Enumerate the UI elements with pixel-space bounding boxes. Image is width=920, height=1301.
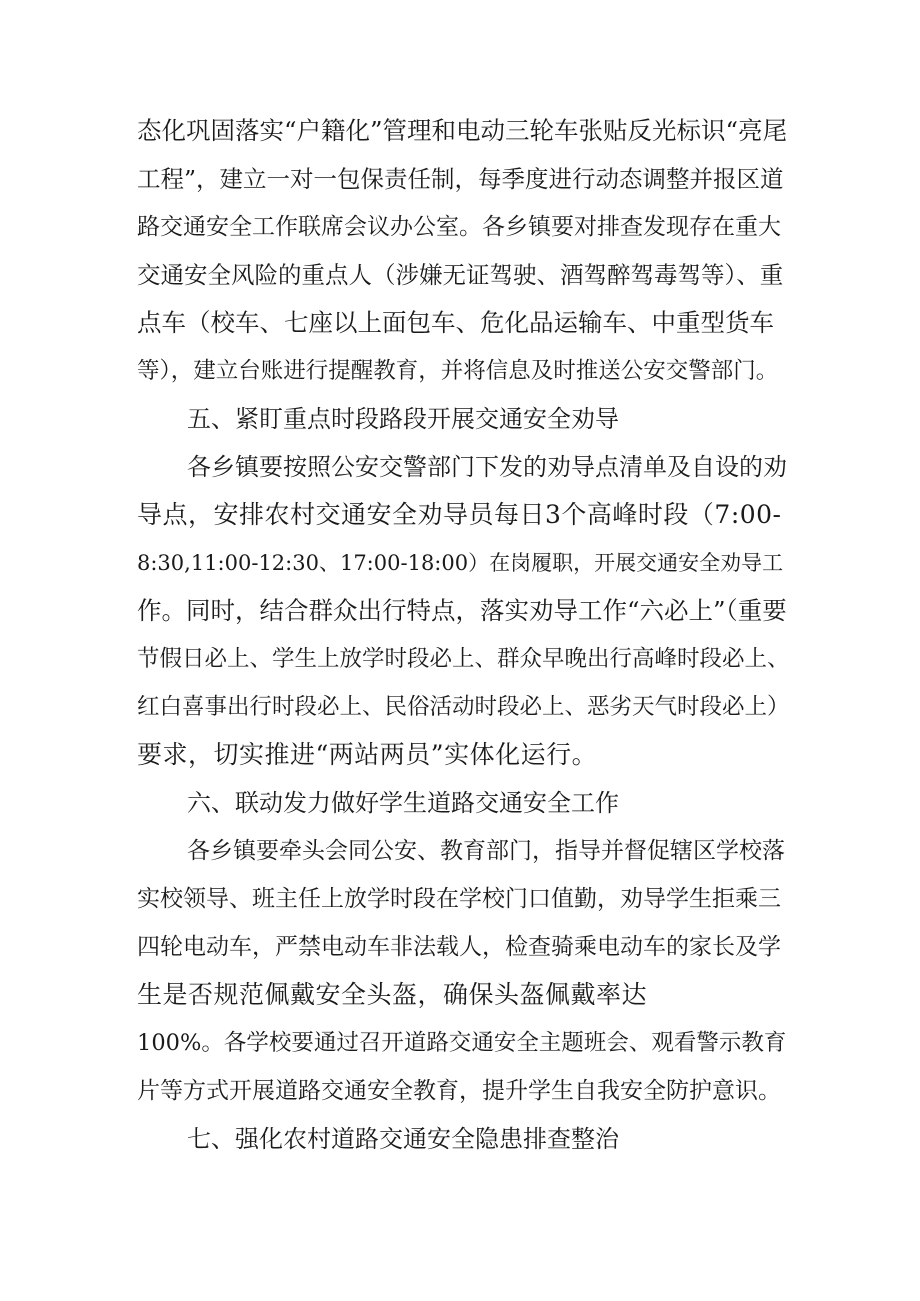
body-line: 交通安全风险的重点人（涉嫌无证驾驶、酒驾醉驾毒驾等）、重 xyxy=(137,261,784,289)
body-line: 100%。各学校要通过召开道路交通安全主题班会、观看警示教育 xyxy=(137,1030,787,1056)
body-line: 8:30,11:00-12:30、17:00-18:00）在岗履职，开展交通安全劝导工 xyxy=(137,551,784,575)
body-line: 作。同时，结合群众出行特点，落实劝导工作“六必上”（重要 xyxy=(137,596,787,625)
section-heading-5: 五、紧盯重点时段路段开展交通安全劝导 xyxy=(187,405,619,433)
body-line: 片等方式开展道路交通安全教育，提升学生自我安全防护意识。 xyxy=(137,1078,781,1104)
body-line: 实校领导、班主任上放学时段在学校门口值勤，劝导学生拒乘三 xyxy=(137,886,781,912)
section-heading-6: 六、联动发力做好学生道路交通安全工作 xyxy=(187,789,619,817)
body-line: 点车（校车、七座以上面包车、危化品运输车、中重型货车 xyxy=(137,308,774,337)
body-line: 生是否规范佩戴安全头盔，确保头盔佩戴率达 xyxy=(137,980,648,1009)
body-line: 等），建立台账进行提醒教育，并将信息及时推送公安交警部门。 xyxy=(137,358,779,384)
paragraph-first-line: 各乡镇要按照公安交警部门下发的劝导点清单及自设的劝 xyxy=(187,453,787,481)
body-line: 路交通安全工作联席会议办公室。各乡镇要对排查发现存在重大 xyxy=(137,214,781,240)
body-line: 红白喜事出行时段必上、民俗活动时段必上、恶劣天气时段必上） xyxy=(137,694,790,720)
section-heading-7: 七、强化农村道路交通安全隐患排查整治 xyxy=(187,1125,619,1153)
body-line: 导点，安排农村交通安全劝导员每日3个高峰时段（7:00- xyxy=(137,500,782,529)
body-line: 要求，切实推进“两站两员”实体化运行。 xyxy=(137,740,598,769)
body-line: 态化巩固落实“户籍化”管理和电动三轮车张贴反光标识“亮尾 xyxy=(137,116,788,145)
body-line: 节假日必上、学生上放学时段必上、群众早晚出行高峰时段必上、 xyxy=(137,646,790,672)
body-line: 四轮电动车，严禁电动车非法载人，检查骑乘电动车的家长及学 xyxy=(137,934,781,960)
paragraph-first-line: 各乡镇要牵头会同公安、教育部门，指导并督促辖区学校落 xyxy=(187,838,785,864)
body-line: 工程”，建立一对一包保责任制，每季度进行动态调整并报区道 xyxy=(137,165,784,193)
